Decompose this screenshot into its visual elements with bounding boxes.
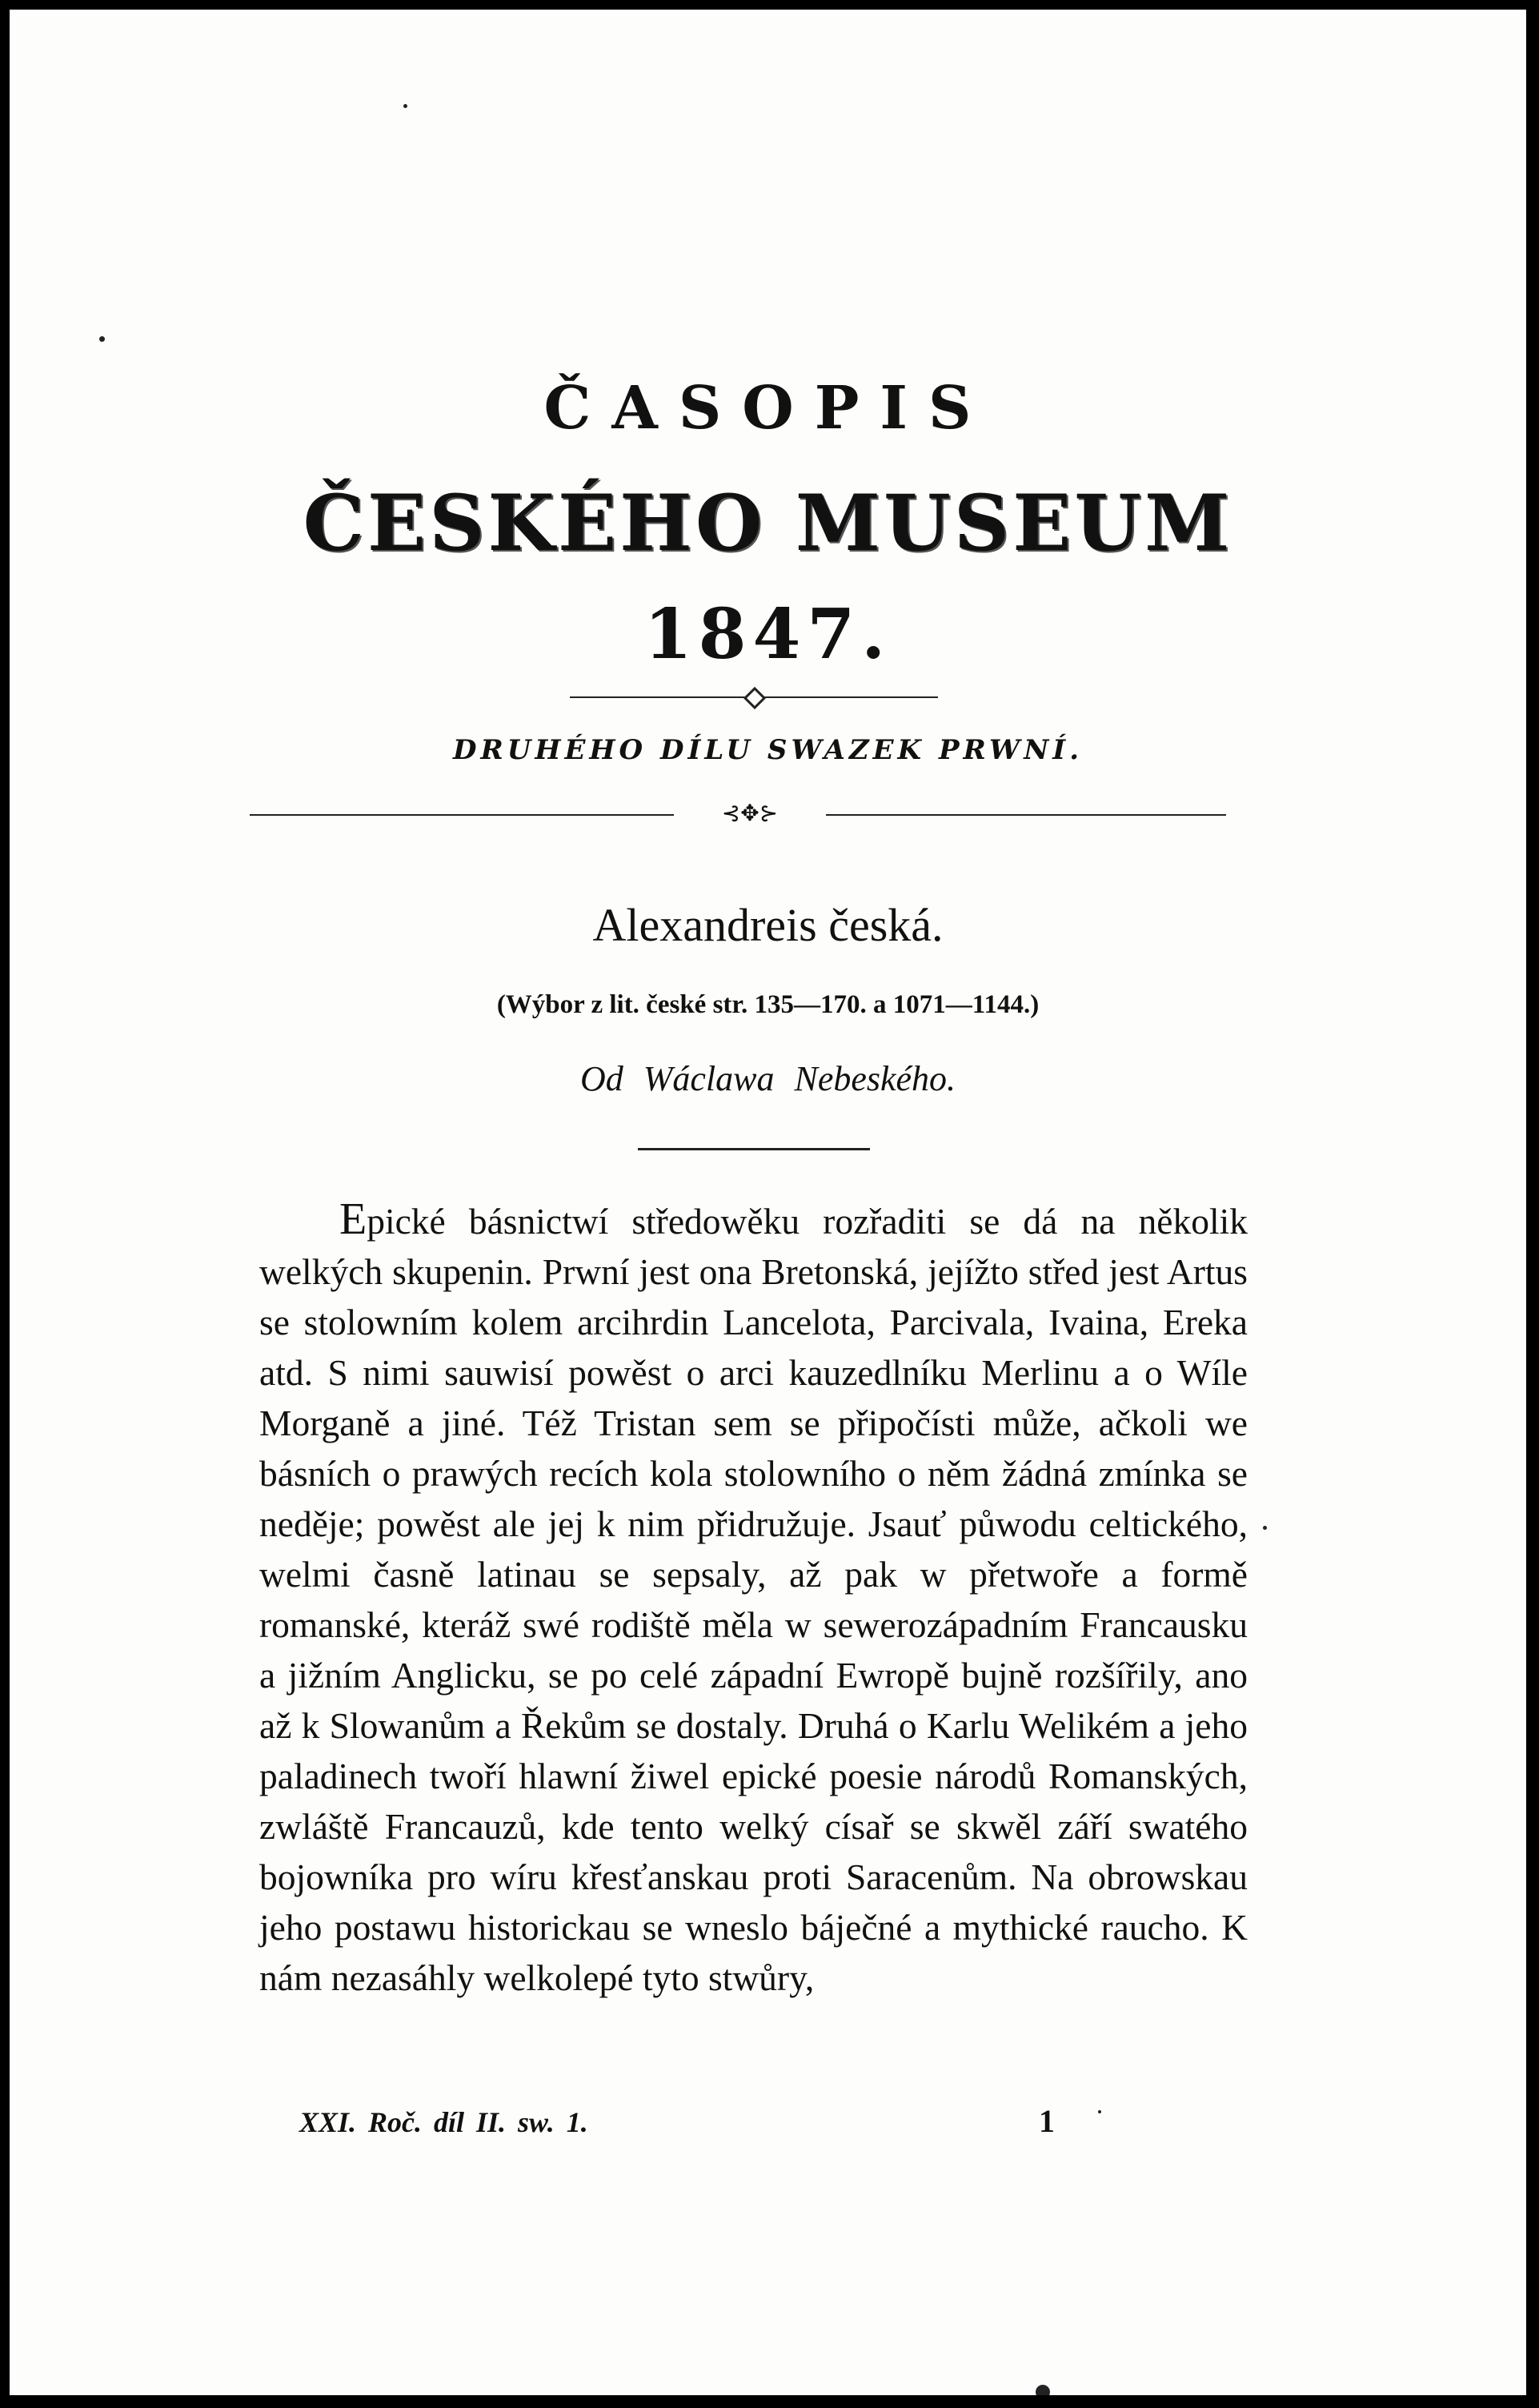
article-author: Od Wáclawa Nebeského. (579, 1059, 956, 1098)
ink-speck (99, 336, 105, 342)
journal-year: 1847. (643, 594, 892, 675)
ink-speck (1036, 2385, 1050, 2395)
signature-mark: XXI. Roč. díl II. sw. 1. (299, 2106, 588, 2138)
page-number: 1 (1039, 2103, 1055, 2139)
diamond-ornament-icon (743, 687, 766, 709)
ink-speck (1263, 1526, 1267, 1530)
volume-part: DRUHÉHO DÍLU SWAZEK PRWNÍ. (452, 734, 1084, 766)
source-note: (Wýbor z lit. české str. 135—170. a 1071—1144.) (496, 990, 1040, 1019)
ink-speck (403, 104, 407, 108)
ink-speck (1098, 2110, 1101, 2113)
journal-title: ČASOPIS (543, 374, 992, 443)
document-page (10, 10, 1526, 2395)
article-body (259, 1194, 1248, 2003)
article-title: Alexandreis česká. (592, 899, 944, 951)
journal-subtitle: ČESKÉHO MUSEUM (303, 478, 1233, 568)
divider-title (638, 1148, 870, 1150)
article-body-text: pické básnictwí středowěku rozřaditi se dá na několik welkých skupenin. Prwní jest ona Bretonská, jejížto střed jest Artus se stolowním kolem arcihrdin Lancelota, Parcivala, Ivaina, Ereka atd. S nimi sauwisí powěst o arci kauzedlníku Merlinu a o Wíle Morganě a jiné. Též Tristan sem se připočísti může, ačkoli we básních o prawých recích kola stolowního o něm žádná zmínka se neděje; powěst ale jej k nim přidružuje. Jsauť půwodu celtického, welmi časně latinau se sepsaly, až pak w přetwoře a formě romanské, kteráž swé rodiště měla w sewerozápadním Francausku a jižním Anglicku, se po celé západní Ewropě bujně rozšířily, ano až k Slowanům a Řekům se dostaly. Druhá o Karlu Welikém a jeho paladinech twoří hlawní žiwel epické poesie národů Romanských, zwláště Francauzů, kde tento welký císař se skwěl září swatého bojowníka pro wíru křesťanskau proti Saracenům. Na obrowskau jeho postawu historickau se wneslo báječné a mythické raucho. K nám nezasáhly welkolepé tyto stwůry, (259, 1201, 1248, 1998)
drop-initial: E (339, 1194, 367, 1244)
ornament-icon: ⊰✥⊱ (674, 799, 826, 828)
